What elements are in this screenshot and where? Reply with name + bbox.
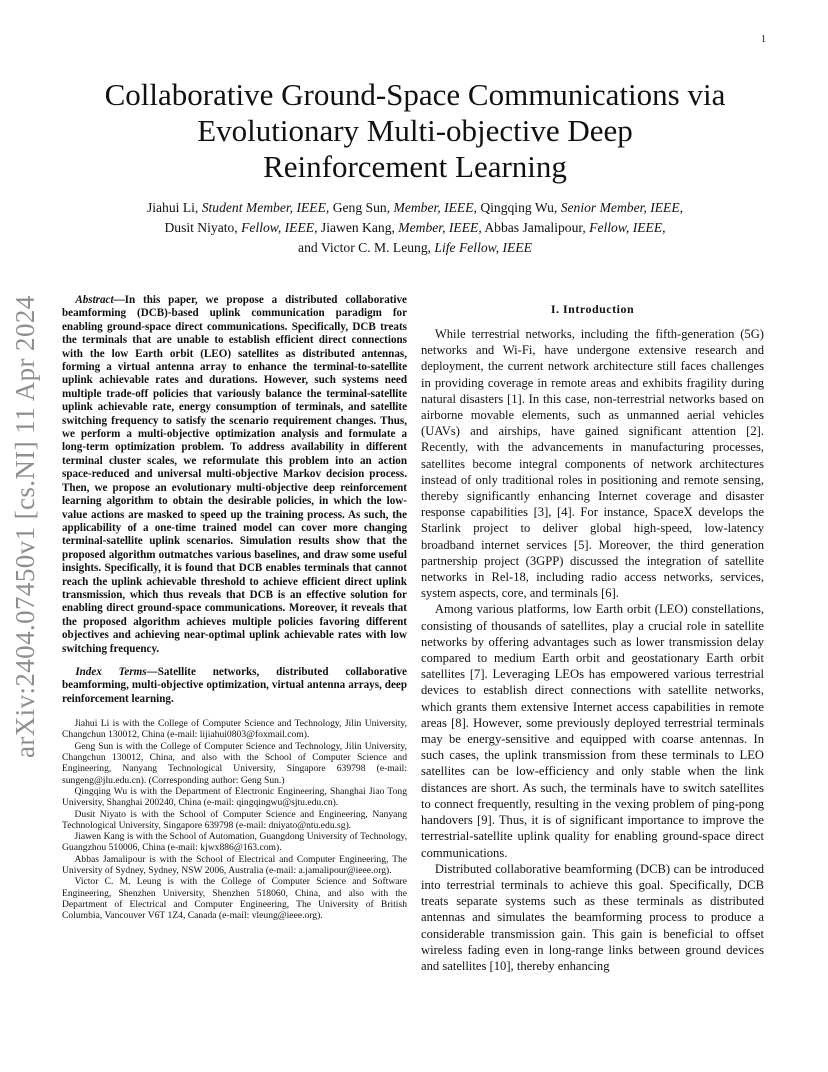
body-paragraph: Among various platforms, low Earth orbit (LEO) constellations, consisting of thousands of satellites, play a crucial role in satellite networks by offering advantages such as lower transmission delay compared to medium Earth orbit and geostationary Earth orbit satellites [7]. Leveraging LEOs has empowered various terrestrial devices to establish direct connections with satellite networks, which grants them extensive Internet access capabilities in remote areas [8]. However, some previously deployed terrestrial terminals may be energy-sensitive and equipped with coarse antennas. In such cases, the uplink transmission from these terminals to LEO satellites can be low-efficiency and only stable when the link distances are short. As such, the terminals have to switch satellites to connect frequently, resulting in the vexing problem of ping-pong handovers [9]. Thus, it is of significant importance to improve the terrestrial-satellite uplink quality for enabling ground-space direct communications. — [421, 602, 764, 860]
author-name: Jiawen Kang, — [317, 220, 399, 235]
index-terms-label: Index Terms — [75, 665, 147, 678]
author-name: Qingqing Wu, — [476, 200, 561, 215]
author-name: and Victor C. M. Leung, — [298, 240, 435, 255]
author-role: Life Fellow, IEEE — [434, 240, 532, 255]
arxiv-identifier: arXiv:2404.07450v1 [cs.NI] 11 Apr 2024 — [10, 295, 40, 758]
author-role: Student Member, IEEE, — [201, 200, 330, 215]
author-name: Geng Sun, — [329, 200, 394, 215]
footnote: Jiawen Kang is with the School of Automation, Guangdong University of Technology, Guangzhou 510006, China (e-mail: kjwx886@163.com). — [62, 831, 407, 854]
introduction-body — [421, 326, 764, 974]
title-line: Collaborative Ground-Space Communications via — [104, 77, 726, 112]
footnote: Geng Sun is with the College of Computer Science and Technology, Jilin University, Changchun 130012, China, and also with the School of Computer Science and Engineering, Nanyang Technological University, Singapore 639798 (e-mail: sungeng@jlu.edu.cn). (Corresponding author: Geng Sun.) — [62, 740, 407, 786]
body-paragraph: Distributed collaborative beamforming (DCB) can be introduced into terrestrial terminals to achieve this goal. Specifically, DCB treats separate systems such as these terminals as distributed antennas and simulates the beamforming process to produce a considerable transmission gain. This gain is beneficial to offset wireless fading even in long-range links between ground devices and satellites [10], thereby enhancing — [421, 861, 764, 973]
index-terms-text: —Satellite networks, distributed collaborative beamforming, multi-objective optimization, virtual antenna arrays, deep reinforcement learning. — [62, 665, 407, 705]
paper-title — [60, 77, 770, 185]
author-line — [60, 198, 770, 218]
author-role: Fellow, IEEE, — [589, 220, 666, 235]
author-role: Member, IEEE, — [393, 200, 477, 215]
section-heading: I. Introduction — [550, 302, 635, 316]
title-line: Evolutionary Multi-objective Deep — [197, 113, 633, 148]
body-paragraph: While terrestrial networks, including the fifth-generation (5G) networks and Wi-Fi, have undergone extensive research and deployment, the current network architecture still faces challenges in providing coverage in remote areas and exhibits fragility during natural disasters [1]. In this case, non-terrestrial networks based on airborne movable elements, such as unmanned aerial vehicles (UAVs) and airships, have gained significant attention [2]. Recently, with the advancements in manufacturing processes, satellites become integral components of network architectures instead of only traditional roles in positioning and remote sensing, thereby significantly enhancing Internet coverage and disaster response capabilities [3], [4]. For instance, SpaceX develops the Starlink project to deliver global high-speed, low-latency broadband internet services [5]. Moreover, the third generation partnership project (3GPP) discussed the integration of satellite networks in Rel-18, including radio access networks, services, system aspects, core, and terminals [6]. — [421, 327, 764, 601]
footnote: Victor C. M. Leung is with the College of Computer Science and Software Engineering, Shenzhen University, Shenzhen 518060, China, and also with the Department of Electrical and Computer Engineering, The University of British Columbia, Vancouver V6T 1Z4, Canada (e-mail: vleung@ieee.org). — [62, 876, 407, 922]
title-line: Reinforcement Learning — [263, 149, 567, 184]
footnote: Qingqing Wu is with the Department of Electronic Engineering, Shanghai Jiao Tong University, Shanghai 200240, China (e-mail: qingqingwu@sjtu.edu.cn). — [62, 785, 407, 809]
page-number: 1 — [761, 34, 766, 45]
author-line — [60, 218, 770, 238]
author-name: Dusit Niyato, — [164, 220, 242, 235]
author-role: Fellow, IEEE, — [241, 220, 318, 235]
abstract — [62, 294, 407, 656]
author-name: Abbas Jamalipour, — [481, 220, 590, 235]
footnote: Dusit Niyato is with the School of Computer Science and Engineering, Nanyang Technological University, Singapore 639798 (e-mail: dniyato@ntu.edu.sg). — [62, 808, 407, 831]
abstract-label: Abstract — [75, 294, 114, 306]
index-terms — [62, 666, 407, 706]
author-list — [60, 198, 770, 258]
author-name: Jiahui Li, — [146, 200, 202, 215]
footnote: Abbas Jamalipour is with the School of Electrical and Computer Engineering, The University of Sydney, Sydney, NSW 2006, Australia (e-mail: a.jamalipour@ieee.org). — [62, 853, 407, 877]
author-role: Member, IEEE, — [398, 220, 482, 235]
left-column — [62, 294, 407, 922]
author-line — [60, 238, 770, 258]
footnote: Jiahui Li is with the College of Computer Science and Technology, Jilin University, Changchun 130012, China (e-mail: lijiahui0803@foxmail.com). — [62, 718, 407, 741]
right-column — [421, 302, 764, 974]
author-role: Senior Member, IEEE, — [560, 200, 684, 215]
author-footnotes — [62, 718, 407, 921]
abstract-text: —In this paper, we propose a distributed collaborative beamforming (DCB)-based uplink communication paradigm for enabling ground-space direct communications. Specifically, DCB treats the terminals that are unable to establish efficient direct connections with the low Earth orbit (LEO) satellites as distributed antennas, forming a virtual antenna array to enhance the terminal-to-satellite uplink achievable rates and durations. However, such systems need multiple trade-off policies that variously balance the terminal-satellite uplink achievable rate, energy consumption of terminals, and satellite switching frequency to satisfy the scenario requirement changes. Thus, we perform a multi-objective optimization analysis and formulate a long-term optimization problem. To address availability in different terminal cluster scales, we reformulate this problem into an action space-reduced and universal multi-objective Markov decision process. Then, we propose an evolutionary multi-objective deep reinforcement learning algorithm to obtain the desirable policies, in which the low-value actions are masked to speed up the training process. As such, the applicability of a one-time trained model can cover more changing terminal-satellite uplink scenarios. Simulation results show that the proposed algorithm outmatches various baselines, and draw some useful insights. Specifically, it is found that DCB enables terminals that cannot reach the uplink achievable threshold to achieve efficient direct uplink transmission, which thus reveals that DCB is an effective solution for enabling direct ground-space communications. Moreover, it reveals that the proposed algorithm achieves multiple policies favoring different objectives and achieving near-optimal uplink achievable rates with low switching frequency. — [62, 294, 407, 655]
